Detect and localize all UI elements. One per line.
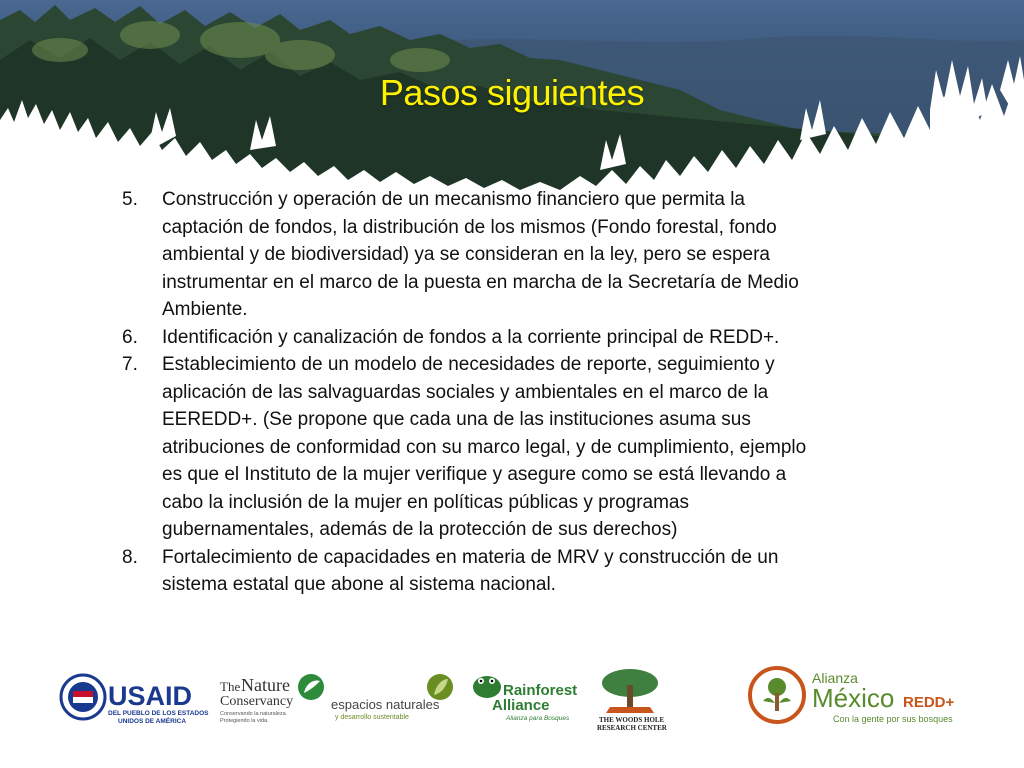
espacios-sub: y desarrollo sustentable xyxy=(335,714,409,721)
list-item xyxy=(122,324,822,352)
usaid-line2: UNIDOS DE AMÉRICA xyxy=(118,718,187,725)
rainforest-logo xyxy=(473,676,577,722)
espacios-logo xyxy=(331,674,453,721)
tree-icon xyxy=(602,669,658,713)
alianza-logo xyxy=(750,668,955,724)
woodshole-logo xyxy=(597,669,668,732)
tnc-logo xyxy=(220,674,324,724)
list-item-text: Identificación y canalización de fondos a la corriente principal de REDD+. xyxy=(162,326,780,348)
tnc-leaf-icon xyxy=(298,674,324,700)
rainforest-name1: Rainforest xyxy=(503,682,578,699)
tnc-tag1: Conservando la naturaleza. xyxy=(220,711,288,717)
espacios-name: espacios naturales xyxy=(331,697,440,712)
list-item xyxy=(122,351,822,544)
tnc-nature: Nature xyxy=(241,675,290,695)
list-item-text: Construcción y operación de un mecanismo financiero que permita la captación de fondos, la distribución de los mismos (Fondo forestal, fondo ambiental y de biodiversidad) ya se consideran en la ley, pero se espera instrumentar en el marco de la puesta en marcha de la Secretaría de Medio Ambiente. xyxy=(162,189,799,320)
slide-title: Pasos siguientes xyxy=(379,72,645,113)
list-item-number: 8. xyxy=(122,546,138,568)
woodshole-line1: THE WOODS HOLE xyxy=(599,716,665,724)
list-item-text: Establecimiento de un modelo de necesidades de reporte, seguimiento y aplicación de las salvaguardas sociales y ambientales en el marco de la EEREDD+. (Se propone que cada una de las instituciones asuma sus atribuciones de conformidad con su marco legal, y de cumplimiento, ejemplo es que el Instituto de la mujer verifique y asegure como se está llevando a cabo la inclusión de la mujer en políticas públicas y programas gubernamentales, además de la protección de sus derechos) xyxy=(162,354,807,540)
partner-logos xyxy=(0,655,1024,755)
woodshole-line2: RESEARCH CENTER xyxy=(597,724,667,732)
rainforest-name2: Alliance xyxy=(492,697,550,714)
alianza-tree-icon xyxy=(750,668,804,722)
usaid-seal-icon xyxy=(61,675,105,719)
rainforest-sub: Alianza para Bosques xyxy=(506,715,570,722)
list-item-number: 7. xyxy=(122,354,138,375)
tnc-the: The xyxy=(220,679,241,694)
usaid-name: USAID xyxy=(108,681,193,711)
alianza-word: Alianza xyxy=(812,670,858,686)
list-item xyxy=(122,544,822,599)
usaid-line1: DEL PUEBLO DE LOS ESTADOS xyxy=(108,710,209,717)
espacios-leaf-icon xyxy=(427,674,453,700)
list-item-number: 5. xyxy=(122,189,138,210)
steps-list xyxy=(122,186,822,599)
list-item xyxy=(122,186,822,324)
tnc-tag2: Protegiendo la vida. xyxy=(220,718,269,724)
usaid-logo xyxy=(61,675,209,725)
tnc-conservancy: Conservancy xyxy=(220,694,294,709)
list-item-number: 6. xyxy=(122,326,138,348)
alianza-mexico: México xyxy=(812,683,895,713)
frog-icon xyxy=(473,676,501,698)
alianza-redd: REDD+ xyxy=(903,694,955,711)
list-item-text: Fortalecimiento de capacidades en materia de MRV y construcción de un sistema estatal que abone al sistema nacional. xyxy=(162,546,779,595)
alianza-sub: Con la gente por sus bosques xyxy=(833,714,953,724)
